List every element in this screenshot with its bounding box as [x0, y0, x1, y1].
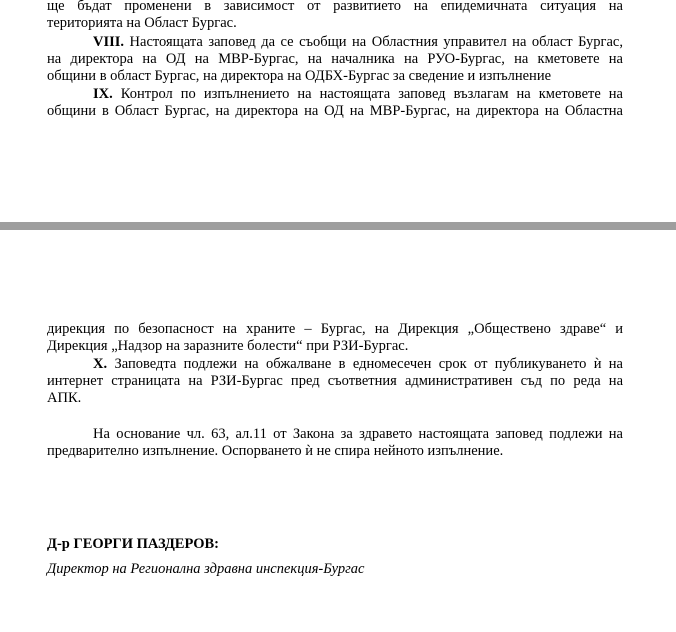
text-line: интернет страницата на РЗИ-Бургас пред съответния административен съд по реда на [47, 373, 623, 389]
basis-paragraph-first-line: На основание чл. 63, ал.11 от Закона за здравето настоящата заповед подлежи на [93, 426, 623, 442]
document-page-bottom [0, 230, 676, 632]
point-number: X. [93, 356, 108, 372]
point-text: Контрол по изпълнението на настоящата заповед възлагам на кметовете на [112, 86, 623, 102]
text-line: общини в област Бургас, на директора на ОДБХ-Бургас за сведение и изпълнение [47, 68, 552, 84]
text-line: АПК. [47, 390, 82, 406]
text-line: предварително изпълнение. Оспорването ѝ не спира нейното изпълнение. [47, 443, 504, 459]
text-line: Дирекция „Надзор на заразните болести“ при РЗИ-Бургас. [47, 338, 409, 354]
signatory-name: Д-р ГЕОРГИ ПАЗДЕРОВ: [47, 536, 220, 552]
text-line: територията на Област Бургас. [47, 15, 237, 31]
text-line: дирекция по безопасност на храните – Бургас, на Дирекция „Обществено здраве“ и [47, 321, 623, 337]
point-text: Заповедта подлежи на обжалване в едномесечен срок от публикуването ѝ на [107, 356, 623, 372]
point-number: VIII. [93, 34, 125, 50]
document-page-top [0, 0, 676, 222]
paragraph-viii-first-line [93, 34, 623, 51]
text-line: общини в Област Бургас, на директора на ОД на МВР-Бургас, на директора на Областна [47, 103, 623, 119]
paragraph-ix-first-line [93, 86, 623, 103]
point-number: IX. [93, 86, 113, 102]
signatory-title: Директор на Регионална здравна инспекция-Бургас [47, 561, 365, 577]
point-text: Настоящата заповед да се съобщи на Областния управител на област Бургас, [124, 34, 623, 50]
page-separator [0, 222, 676, 230]
text-line: на директора на ОД на МВР-Бургас, на началника на РУО-Бургас, на кметовете на [47, 51, 623, 67]
paragraph-x-first-line [93, 356, 623, 373]
text-line: ще бъдат променени в зависимост от развитието на епидемичната ситуация на [47, 0, 623, 14]
